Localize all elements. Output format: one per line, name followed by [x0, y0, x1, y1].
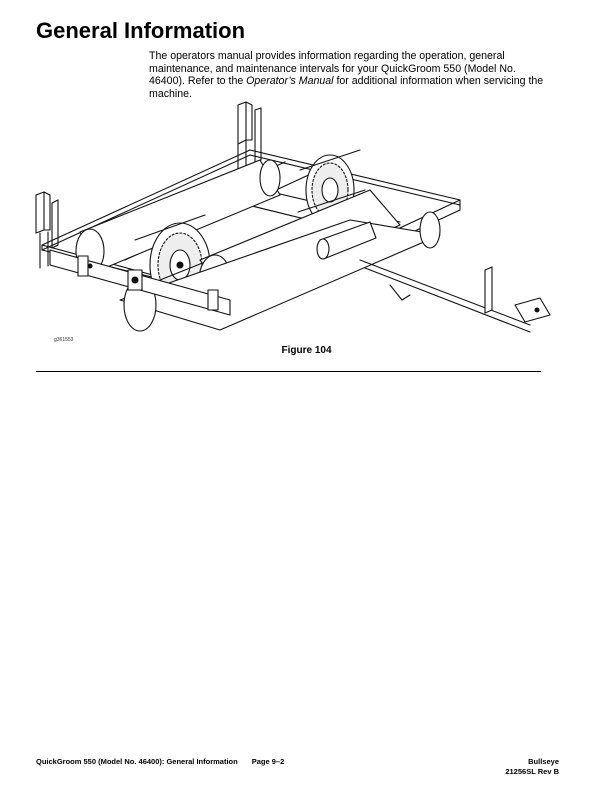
operators-manual-reference: Operator’s Manual	[246, 75, 334, 87]
footer-left	[36, 757, 284, 766]
footer-doc-number: 21256SL Rev B	[505, 767, 559, 776]
figure-caption: Figure 104	[281, 345, 332, 356]
intro-text-before: The operators manual provides information regarding the operation, general maintenance, and maintenance intervals for your QuickGroom 550 (Model No. 46400). Refer to the	[149, 50, 516, 87]
machine-illustration	[30, 100, 570, 355]
section-divider	[36, 371, 541, 372]
footer-brand: Bullseye	[528, 757, 559, 766]
footer-page-number: Page 9–2	[251, 757, 285, 766]
footer-right	[505, 757, 559, 777]
figure-id: g361553	[54, 337, 74, 343]
footer-doc-title: QuickGroom 550 (Model No. 46400): General Information	[36, 757, 238, 766]
tow-bar	[360, 260, 550, 332]
intro-text-after: for additional information when servicing the machine.	[149, 75, 544, 100]
intro-paragraph	[149, 50, 549, 100]
page-title: General Information	[36, 18, 246, 43]
